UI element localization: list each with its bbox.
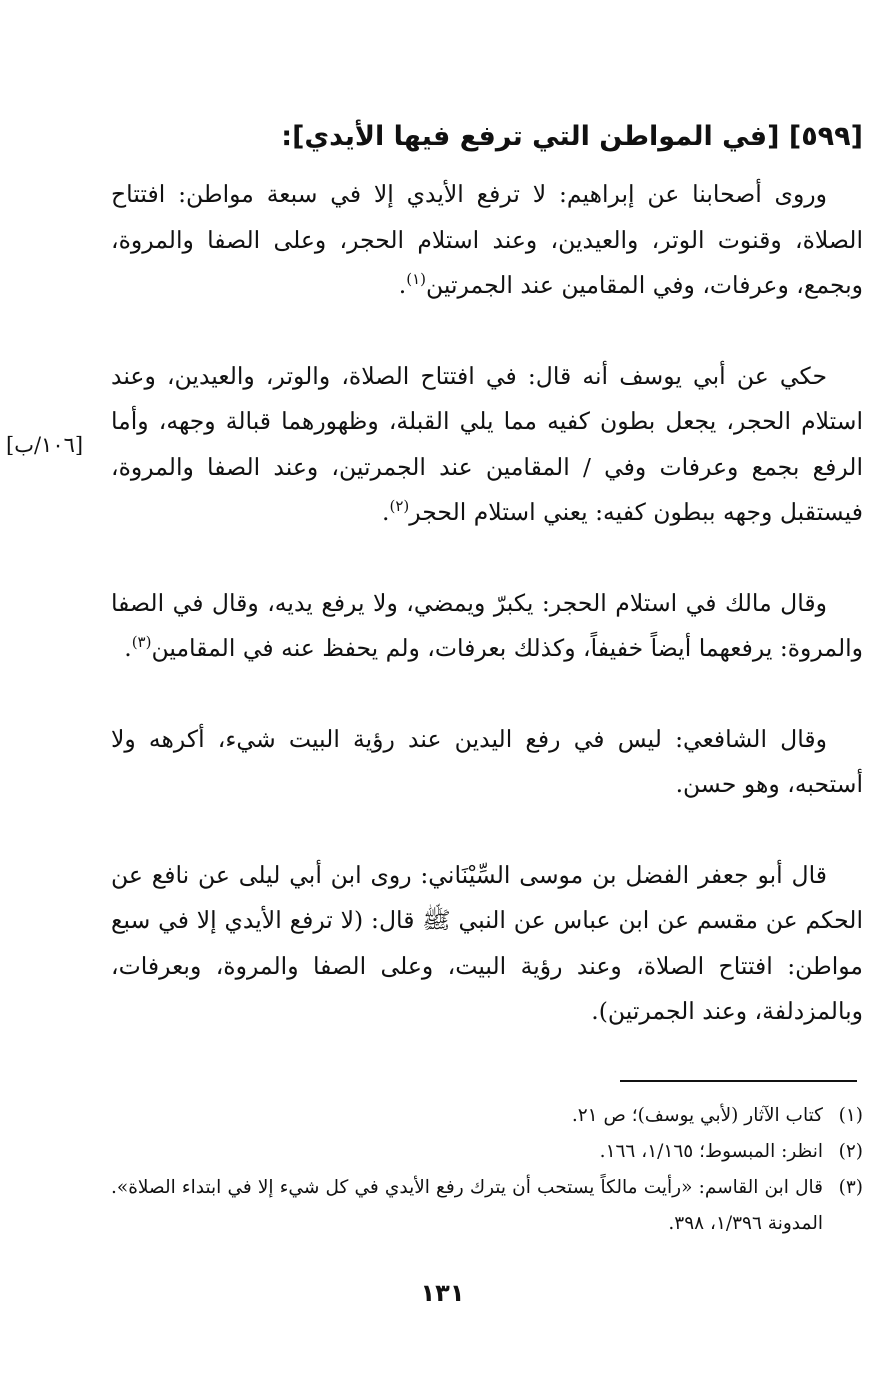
footnote-marker[interactable]: (١) (406, 270, 427, 288)
paragraph-malik (111, 581, 863, 672)
main-text (111, 172, 863, 1035)
paragraph-sinani (111, 853, 863, 1035)
footnote-item (111, 1134, 863, 1170)
paragraph-ibrahim (111, 172, 863, 309)
paragraph-end: . (124, 634, 132, 662)
footnote-text: انظر: المبسوط؛ ١/١٦٥، ١٦٦. (599, 1141, 823, 1162)
footnote-item (111, 1098, 863, 1134)
footnote-marker[interactable]: (٢) (389, 497, 410, 515)
paragraph-text: حكي عن أبي يوسف أنه قال: في افتتاح الصلاة، والوتر، والعيدين، وعند استلام الحجر، يجعل بطون كفيه مما يلي القبلة، وظهورهما قبالة وجهه، وأما الرفع بجمع وعرفات وفي / المقامين عند الجمرتين، وعند الصفا والمروة، فيستقبل وجهه ببطون كفيه: يعني استلام الحجر (111, 361, 863, 526)
section-heading: [٥٩٩] [في المواطن التي ترفع فيها الأيدي]: (281, 121, 863, 152)
paragraph-abu-yusuf (111, 354, 863, 536)
paragraph-end: . (398, 271, 407, 299)
paragraph-text: وروى أصحابنا عن إبراهيم: لا ترفع الأيدي إلا في سبعة مواطن: افتتاح الصلاة، وقنوت الوتر، والعيدين، وعند استلام الحجر، وعلى الصفا والمروة، وبجمع، وعرفات، وفي المقامين عند الجمرتين (111, 180, 863, 299)
paragraph-shafii (111, 717, 863, 808)
footnote-text: كتاب الآثار (لأبي يوسف)؛ ص ٢١. (571, 1105, 823, 1126)
footnote-number: (١) (838, 1105, 863, 1126)
footnote-marker[interactable]: (٣) (131, 633, 152, 651)
page-number: ١٣١ (420, 1279, 465, 1307)
paragraph-text: وقال الشافعي: ليس في رفع اليدين عند رؤية البيت شيء، أكرهه ولا أستحبه، وهو حسن. (111, 724, 863, 798)
footnote-separator (620, 1080, 857, 1082)
footnote-item (111, 1170, 863, 1242)
paragraph-text: وقال مالك في استلام الحجر: يكبرّ ويمضي، ولا يرفع يديه، وقال في الصفا والمروة: يرفعهما أيضاً خفيفاً، وكذلك بعرفات، ولم يحفظ عنه في المقامين (111, 588, 863, 662)
footnote-number: (٢) (838, 1141, 863, 1162)
paragraph-end: . (382, 498, 390, 526)
footnote-text: قال ابن القاسم: «رأيت مالكاً يستحب أن يترك رفع الأيدي في كل شيء إلا في ابتداء الصلاة». المدونة ١/٣٩٦، ٣٩٨. (111, 1177, 823, 1234)
footnotes (111, 1098, 863, 1242)
paragraph-text: قال أبو جعفر الفضل بن موسى السِّيْنَاني: روى ابن أبي ليلى عن نافع عن الحكم عن مقسم عن ابن عباس عن النبي ﷺ قال: (لا ترفع الأيدي إلا في سبع مواطن: افتتاح الصلاة، وعند رؤية البيت، وعلى الصفا والمروة، وبعرفات، وبالمزدلفة، وعند الجمرتين). (111, 860, 863, 1025)
footnote-number: (٣) (838, 1177, 863, 1198)
manuscript-folio-note: [١٠٦/ب] (6, 433, 84, 457)
